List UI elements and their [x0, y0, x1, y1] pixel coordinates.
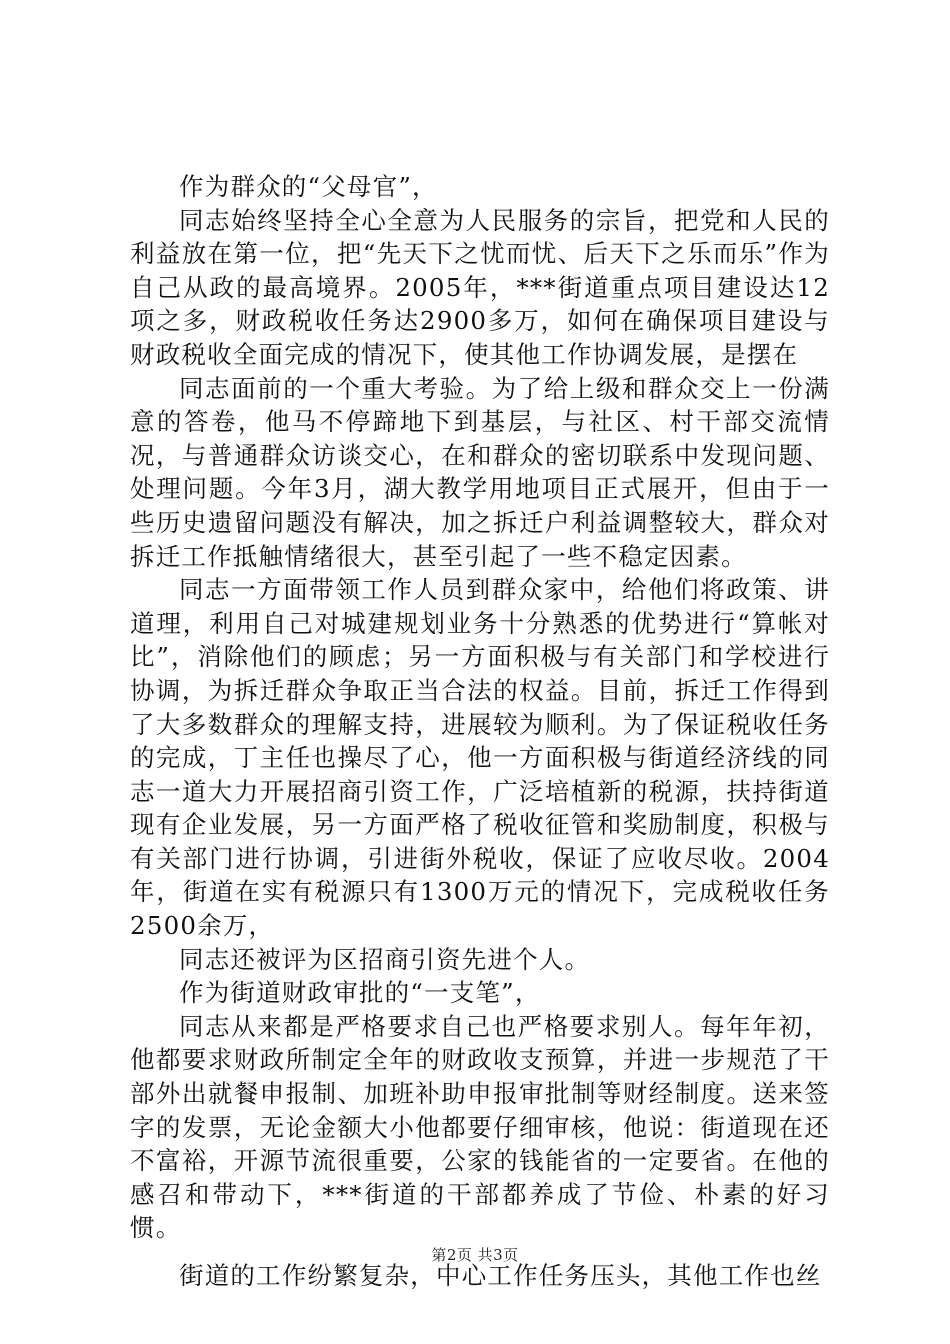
- document-body: [130, 170, 830, 1293]
- paragraph: 同志从来都是严格要求自己也严格要求别人。每年年初，他都要求财政所制定全年的财政收支预算，并进一步规范了干部外出就餐申报制、加班补助申报审批制等财经制度。送来签字的发票，无论金额大小他都要仔细审核，他说：街道现在还不富裕，开源节流很重要，公家的钱能省的一定要省。在他的感召和带动下，***街道的干部都养成了节俭、朴素的好习惯。: [130, 1011, 830, 1243]
- page-number-footer: 第2页 共3页: [431, 1246, 519, 1264]
- paragraph: 同志始终坚持全心全意为人民服务的宗旨，把党和人民的利益放在第一位，把“先天下之忧而忧、后天下之乐而乐”作为自己从政的最高境界。2005年，***街道重点项目建设达12项之多，财政税收任务达2900多万，如何在确保项目建设与财政税收全面完成的情况下，使其他工作协调发展，是摆在: [130, 205, 830, 369]
- paragraph: 同志一方面带领工作人员到群众家中，给他们将政策、讲道理，利用自己对城建规划业务十分熟悉的优势进行“算帐对比”，消除他们的顾虑；另一方面积极与有关部门和学校进行协调，为拆迁群众争取正当合法的权益。目前，拆迁工作得到了大多数群众的理解支持，进展较为顺利。为了保证税收任务的完成，丁主任也操尽了心，他一方面积极与街道经济线的同志一道大力开展招商引资工作，广泛培植新的税源，扶持街道现有企业发展，另一方面严格了税收征管和奖励制度，积极与有关部门进行协调，引进街外税收，保证了应收尽收。2004年，街道在实有税源只有1300万元的情况下，完成税收任务2500余万，: [130, 575, 830, 941]
- paragraph: 同志还被评为区招商引资先进个人。: [179, 944, 591, 974]
- paragraph: 街道的工作纷繁复杂，中心工作任务压头，其他工作也丝: [179, 1261, 822, 1290]
- paragraph: 作为街道财政审批的“一支笔”，: [179, 978, 541, 1008]
- paragraph: 作为群众的“父母官”，: [179, 172, 438, 201]
- paragraph: 同志面前的一个重大考验。为了给上级和群众交上一份满意的答卷，他马不停蹄地下到基层，与社区、村干部交流情况，与普通群众访谈交心，在和群众的密切联系中发现问题、处理问题。今年3月，湖大教学用地项目正式展开，但由于一些历史遗留问题没有解决，加之拆迁户利益调整较大，群众对拆迁工作抵触情绪很大，甚至引起了一些不稳定因素。: [130, 373, 830, 571]
